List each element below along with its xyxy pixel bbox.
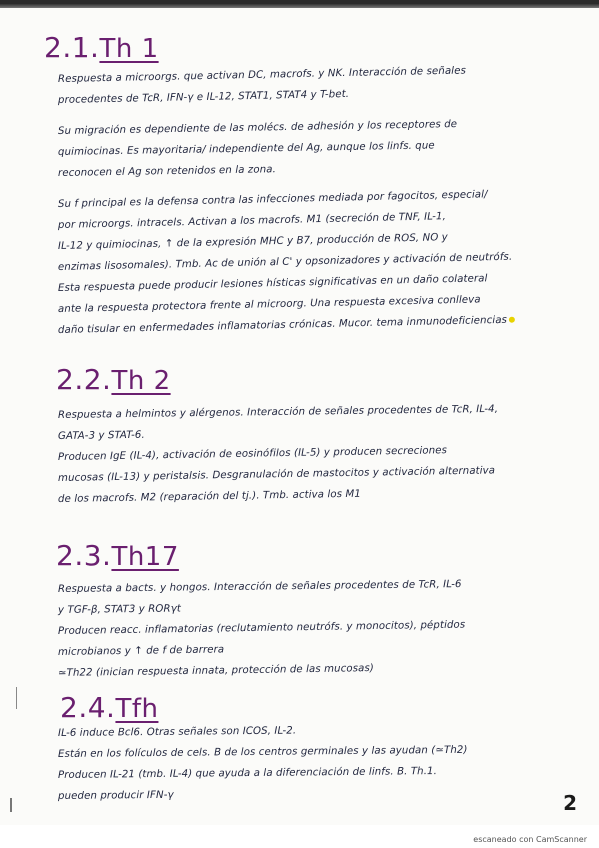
text-line: Respuesta a bacts. y hongos. Interacción de señales procedentes de TcR, IL-6	[57, 579, 462, 595]
text-line: Esta respuesta puede producir lesiones hísticas significativas en un daño colateral	[57, 273, 488, 294]
text-line: Su migración es dependiente de las molécs. de adhesión y los receptores de	[57, 119, 458, 137]
section-heading	[60, 691, 158, 724]
section-number: 2.1.	[44, 31, 100, 64]
text-line: Su f principal es la defensa contra las infecciones mediada por fagocitos, especial/	[57, 189, 488, 210]
text-line: Respuesta a microorgs. que activan DC, macrofs. y NK. Interacción de señales	[57, 65, 467, 85]
text-line: por microorgs. intracels. Activan a los macrofs. M1 (secreción de TNF, IL-1,	[57, 211, 447, 231]
text-line: ≃Th22 (inician respuesta innata, protección de las mucosas)	[57, 663, 375, 679]
text-line: mucosas (IL-13) y peristalsis. Desgranulación de mastocitos y activación alternativa	[57, 465, 496, 484]
text-line-content: daño tisular en enfermedades inflamatorias crónicas. Mucor. tema inmunodeficiencias	[57, 314, 508, 336]
page-number: 2	[563, 791, 577, 815]
section-heading	[44, 31, 159, 64]
text-line: Producen IgE (IL-4), activación de eosinófilos (IL-5) y producen secreciones	[57, 445, 448, 463]
highlight-mark	[509, 317, 515, 323]
section-text	[57, 65, 558, 341]
section-text	[58, 405, 558, 510]
section-text	[58, 579, 558, 684]
text-line: enzimas lisosomales). Tmb. Ac de unión al C' y opsonizadores y activación de neutrófs.	[57, 251, 513, 273]
text-line: pueden producir IFN-γ	[57, 789, 174, 802]
section-text	[58, 723, 558, 807]
page-top-edge	[0, 3, 599, 8]
section-number: 2.4.	[60, 691, 116, 724]
text-line: procedentes de TcR, IFN-γ e IL-12, STAT1, STAT4 y T-bet.	[57, 88, 350, 106]
text-line: quimiocinas. Es mayoritaria/ independiente del Ag, aunque los linfs. que	[57, 140, 435, 158]
section-number: 2.2.	[56, 363, 112, 396]
text-line: y TGF-β, STAT3 y RORγt	[57, 603, 181, 616]
text-line: microbianos y ↑ de f de barrera	[57, 644, 225, 658]
section-title: Tfh	[115, 694, 159, 724]
section-heading	[56, 539, 179, 572]
text-line: de los macrofs. M2 (reparación del tj.). Tmb. activa los M1	[57, 488, 362, 505]
section-number: 2.3.	[56, 539, 112, 572]
section-heading	[56, 363, 171, 396]
scanner-watermark: escaneado con CamScanner	[473, 835, 587, 844]
text-line: IL-6 induce Bcl6. Otras señales son ICOS, IL-2.	[57, 725, 297, 739]
text-line: IL-12 y quimiocinas, ↑ de la expresión MHC y B7, producción de ROS, NO y	[57, 232, 448, 252]
section-title: Th 1	[99, 34, 159, 64]
text-line: GATA-3 y STAT-6.	[57, 429, 145, 442]
text-line: ante la respuesta protectora frente al microorg. Una respuesta excesiva conlleva	[57, 294, 481, 315]
margin-pencil-mark	[16, 687, 17, 709]
text-line: Producen reacc. inflamatorias (reclutamiento neutrófs. y monocitos), péptidos	[57, 619, 466, 637]
text-line: Producen IL-21 (tmb. IL-4) que ayuda a la diferenciación de linfs. B. Th.1.	[57, 766, 438, 781]
text-line: Están en los folículos de cels. B de los centros germinales y las ayudan (≃Th2)	[57, 744, 468, 760]
section-title: Th 2	[111, 366, 171, 396]
section-title: Th17	[111, 542, 179, 572]
text-line: reconocen el Ag son retenidos en la zona.	[57, 164, 277, 179]
margin-pencil-mark	[10, 798, 12, 812]
text-line: Respuesta a helmintos y alérgenos. Interacción de señales procedentes de TcR, IL-4,	[57, 403, 499, 421]
